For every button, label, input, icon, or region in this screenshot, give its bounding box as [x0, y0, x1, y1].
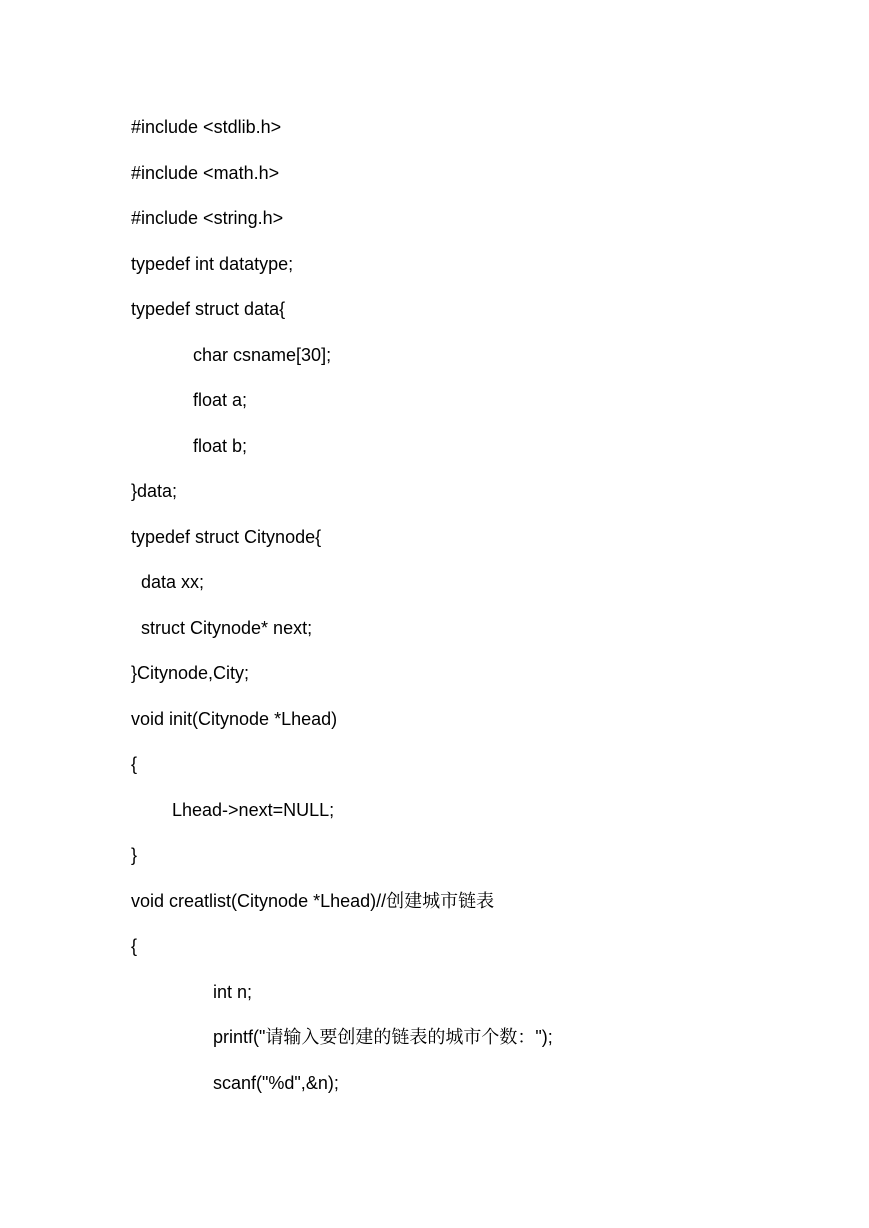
- code-line: #include <math.h>: [131, 163, 280, 183]
- code-line: void init(Citynode *Lhead): [131, 709, 338, 729]
- code-line: Lhead->next=NULL;: [172, 800, 335, 820]
- code-line: struct Citynode* next;: [141, 618, 313, 638]
- code-line: void creatlist(Citynode *Lhead)//创建城市链表: [131, 891, 495, 911]
- code-line: {: [131, 754, 138, 774]
- code-line: printf("请输入要创建的链表的城市个数：");: [213, 1027, 553, 1047]
- code-line: float a;: [193, 390, 248, 410]
- code-line: #include <string.h>: [131, 208, 284, 228]
- code-line: {: [131, 936, 138, 956]
- code-line: float b;: [193, 436, 248, 456]
- code-line: #include <stdlib.h>: [131, 117, 282, 137]
- code-line: int n;: [213, 982, 253, 1002]
- code-line: char csname[30];: [193, 345, 332, 365]
- code-line: typedef struct data{: [131, 299, 286, 319]
- code-line: }data;: [131, 481, 178, 501]
- code-line: data xx;: [141, 572, 205, 592]
- code-line: }Citynode,City;: [131, 663, 250, 683]
- code-line: }: [131, 845, 138, 865]
- code-line: typedef int datatype;: [131, 254, 294, 274]
- code-line: scanf("%d",&n);: [213, 1073, 339, 1093]
- code-line: typedef struct Citynode{: [131, 527, 322, 547]
